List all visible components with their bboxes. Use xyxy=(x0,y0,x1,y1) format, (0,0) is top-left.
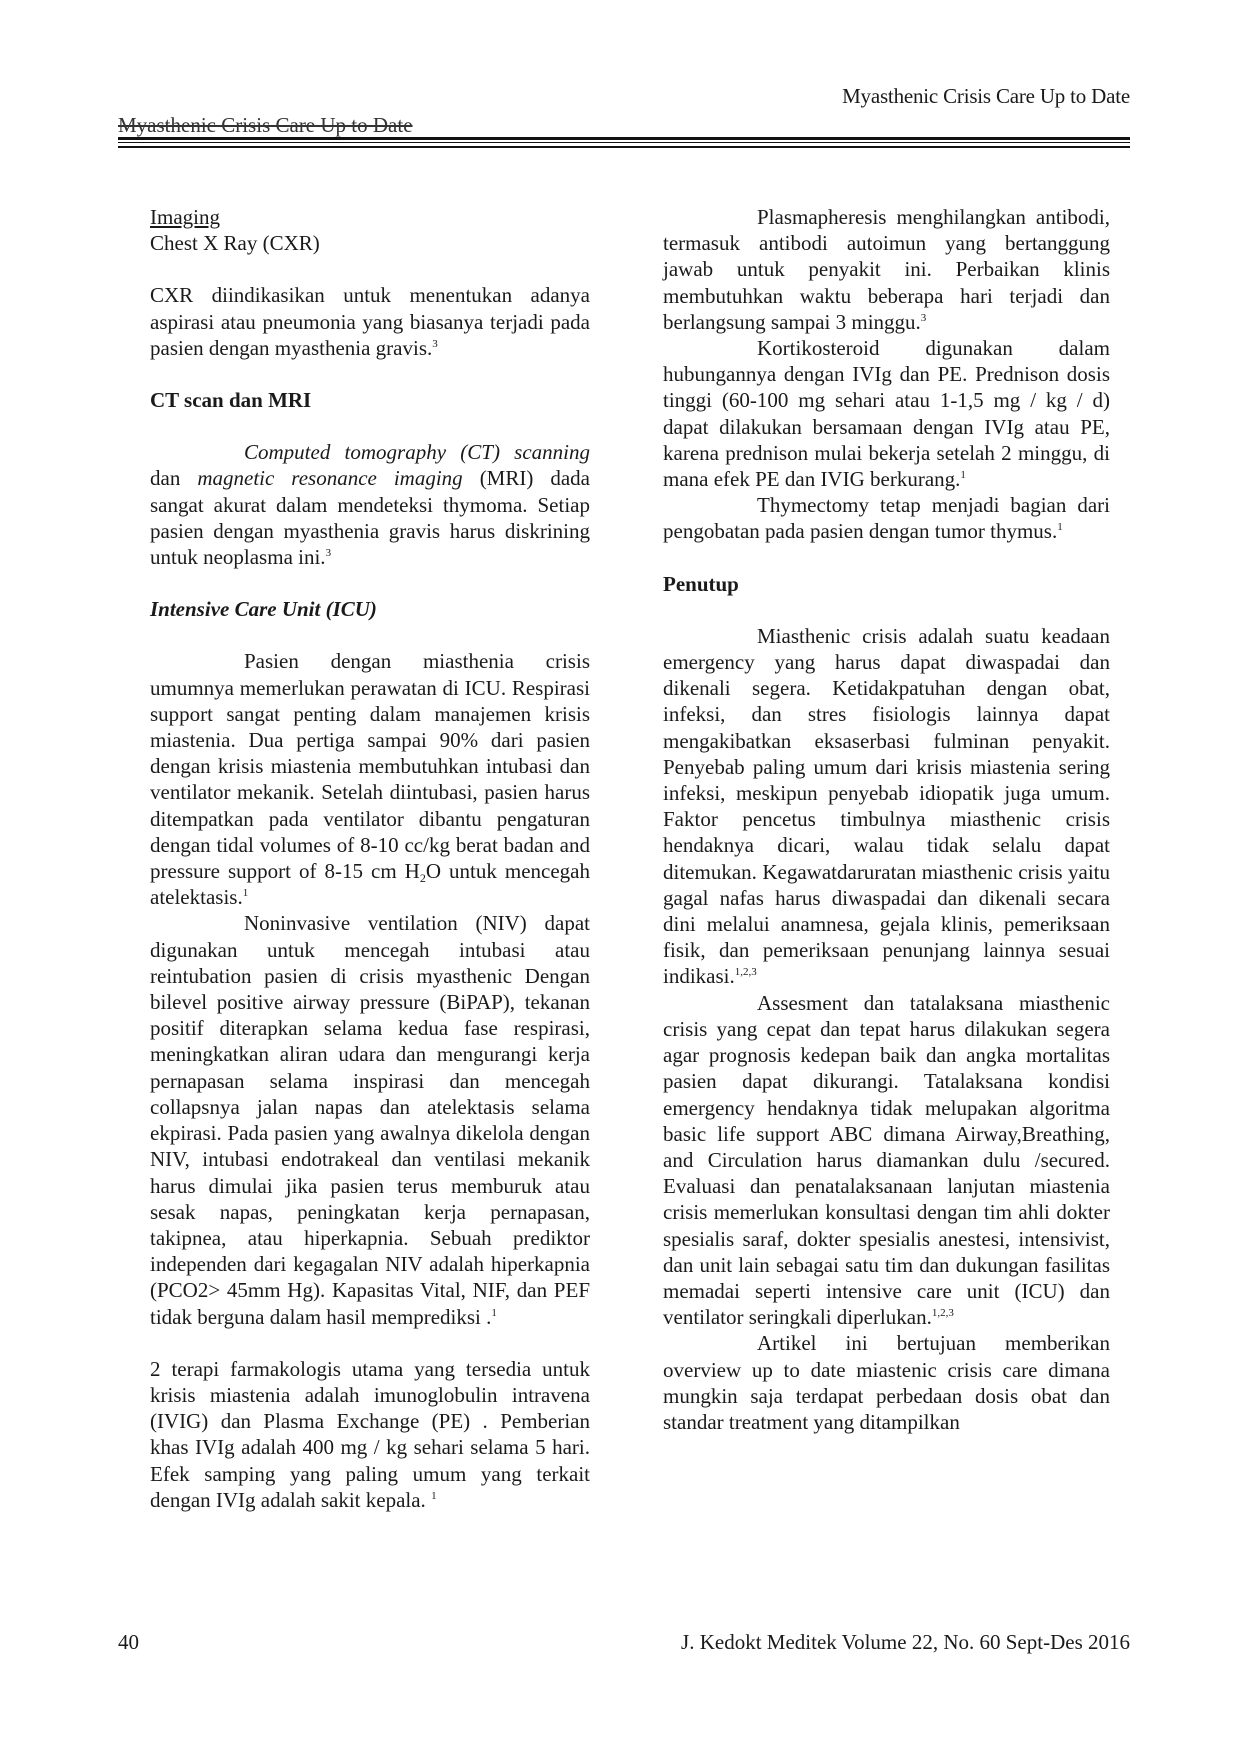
citation: 1,2,3 xyxy=(931,1307,954,1320)
pharmacology-paragraph: 2 terapi farmakologis utama yang tersedia untuk krisis miastenia adalah imunoglobulin intravena (IVIG) dan Plasma Exchange (PE) . Pemberian khas IVIg adalah 400 mg / kg sehari selama 5 hari. Efek samping yang paling umum yang terkait dengan IVIg adalah sakit kepala. $^1$ xyxy=(150,1356,590,1512)
header-rule-bottom xyxy=(118,146,1130,148)
plasmapheresis-paragraph: Plasmapheresis menghilangkan antibodi, termasuk antibodi autoimun yang bertanggung jawab untuk penyakit ini. Perbaikan klinis membutuhkan waktu beberapa hari terjadi dan berlangsung sampai 3 minggu.$^3$ xyxy=(663,205,1110,334)
header-rule-thick xyxy=(118,137,1130,140)
penutup-paragraph-3: Artikel ini bertujuan memberikan overview up to date miastenic crisis care dimana mungkin saja terdapat perbedaan dosis obat dan standar treatment yang ditampilkan xyxy=(663,1331,1110,1434)
citation: 1 xyxy=(242,887,249,900)
kortikosteroid-paragraph: Kortikosteroid digunakan dalam hubungannya dengan IVIg dan PE. Prednison dosis tinggi (60-100 mg sehari atau 1-1,5 mg / kg / d) dapat dilakukan bersamaan dengan IVIg atau PE, karena prednison mulai bekerja setelah 2 minggu, di mana efek PE dan IVIG berkurang.$^1$ xyxy=(663,336,1110,492)
penutup-heading: Penutup xyxy=(663,571,739,596)
citation: 3 xyxy=(325,547,332,560)
citation: 3 xyxy=(920,311,927,324)
citation: 1,2,3 xyxy=(734,966,757,979)
journal-citation: J. Kedokt Meditek Volume 22, No. 60 Sept-Des 2016 xyxy=(681,1630,1130,1654)
icu-paragraph-2: Noninvasive ventilation (NIV) dapat digunakan untuk mencegah intubasi atau reintubation pasien di crisis myasthenic Dengan bilevel positive airway pressure (BiPAP), tekanan positif diterapkan selama kedua fase respirasi, meningkatkan aliran udara dan mengurangi kerja pernapasan selama inspirasi dan mencegah collapsnya jalan napas dan atelektasis selama ekpirasi. Pada pasien yang awalnya dikelola dengan NIV, intubasi endotrakeal dan ventilasi mekanik harus dimulai jika pasien terus memburuk atau sesak napas, peningkatan kerja pernapasan, takipnea, atau hiperkapnia. Sebuah prediktor independen dari kegagalan NIV adalah hiperkapnia (PCO2> 45mm Hg). Kapasitas Vital, NIF, dan PEF tidak berguna dalam hasil memprediksi .$^1$ xyxy=(150,911,590,1329)
header-rule-thin xyxy=(118,142,1130,143)
cxr-paragraph: CXR diindikasikan untuk menentukan adanya aspirasi atau pneumonia yang biasanya terjadi pada pasien dengan myasthenia gravis.$^3$ xyxy=(150,283,590,360)
citation: 1 xyxy=(960,469,966,482)
page-number: 40 xyxy=(118,1630,139,1654)
cxr-title: Chest X Ray (CXR) xyxy=(150,231,320,256)
right-column xyxy=(663,204,1110,1435)
citation: 3 xyxy=(432,337,438,350)
running-header-title: Myasthenic Crisis Care Up to Date xyxy=(842,84,1130,108)
imaging-label: Imaging xyxy=(150,205,220,229)
citation: 1 xyxy=(431,1489,437,1502)
ghost-header-title: Myasthenic Crisis Care Up to Date xyxy=(118,113,413,137)
penutup-paragraph-1: Miasthenic crisis adalah suatu keadaan emergency yang harus dapat diwaspadai dan dikenali segera. Ketidakpatuhan dengan obat, infeksi, dan stres fisiologis lainnya dapat mengakibatkan eksaserbasi fulminan penyakit. Penyebab paling umum dari krisis miastenia sering infeksi, meskipun penyebab idiopatik juga umum. Faktor pencetus timbulnya miasthenic crisis hendaknya dicari, walau tidak selalu dapat ditemukan. Kegawatdaruratan miasthenic crisis yaitu gagal nafas harus diwaspadai dan dikenali secara dini melalui anamnesa, gejala klinis, pemeriksaan fisik, dan pemeriksaan penunjang lainnya sesuai indikasi.$^{1,2,3}$ xyxy=(663,623,1110,989)
citation: 1 xyxy=(491,1306,497,1319)
icu-heading: Intensive Care Unit (ICU) xyxy=(150,597,377,622)
penutup-paragraph-2: Assesment dan tatalaksana miasthenic crisis yang cepat dan tepat harus dilakukan segera agar prognosis kedepan baik dan angka mortalitas pasien dapat dikurangi. Tatalaksana kondisi emergency hendaknya tidak melupakan algoritma basic life support ABC dimana Airway,Breathing, and Circulation harus diamankan dulu /secured. Evaluasi dan penatalaksanaan lanjutan miastenia crisis memerlukan konsultasi dengan tim ahli dokter spesialis saraf, dokter spesialis anestesi, intensivist, dan unit lain sebagai satu tim dan dukungan fasilitas memadai seperti intensive care unit (ICU) dan ventilator seringkali diperlukan.$^{1,2,3}$ xyxy=(663,990,1110,1330)
citation: 1 xyxy=(1057,521,1063,534)
thymectomy-paragraph: Thymectomy tetap menjadi bagian dari pengobatan pada pasien dengan tumor thymus.$^1$ xyxy=(663,493,1110,544)
ct-heading: CT scan dan MRI xyxy=(150,388,312,413)
left-column xyxy=(150,204,590,1513)
ct-paragraph: Computed tomography (CT) scanning dan magnetic resonance imaging (MRI) dada sangat akurat dalam mendeteksi thymoma. Setiap pasien dengan myasthenia gravis harus diskrining untuk neoplasma ini.$^3$ xyxy=(150,440,590,570)
icu-paragraph-1: Pasien dengan miasthenia crisis umumnya memerlukan perawatan di ICU. Respirasi support sangat penting dalam manajemen krisis miastenia. Dua pertiga sampai 90% dari pasien dengan krisis miastenia membutuhkan intubasi dan ventilator mekanik. Setelah diintubasi, pasien harus ditempatkan pada ventilator dibantu pengaturan dengan tidal volumes of 8-10 cc/kg berat badan and pressure support of 8-15 cm $H_2O$ untuk mencegah atelektasis.$^1$ xyxy=(150,649,591,910)
